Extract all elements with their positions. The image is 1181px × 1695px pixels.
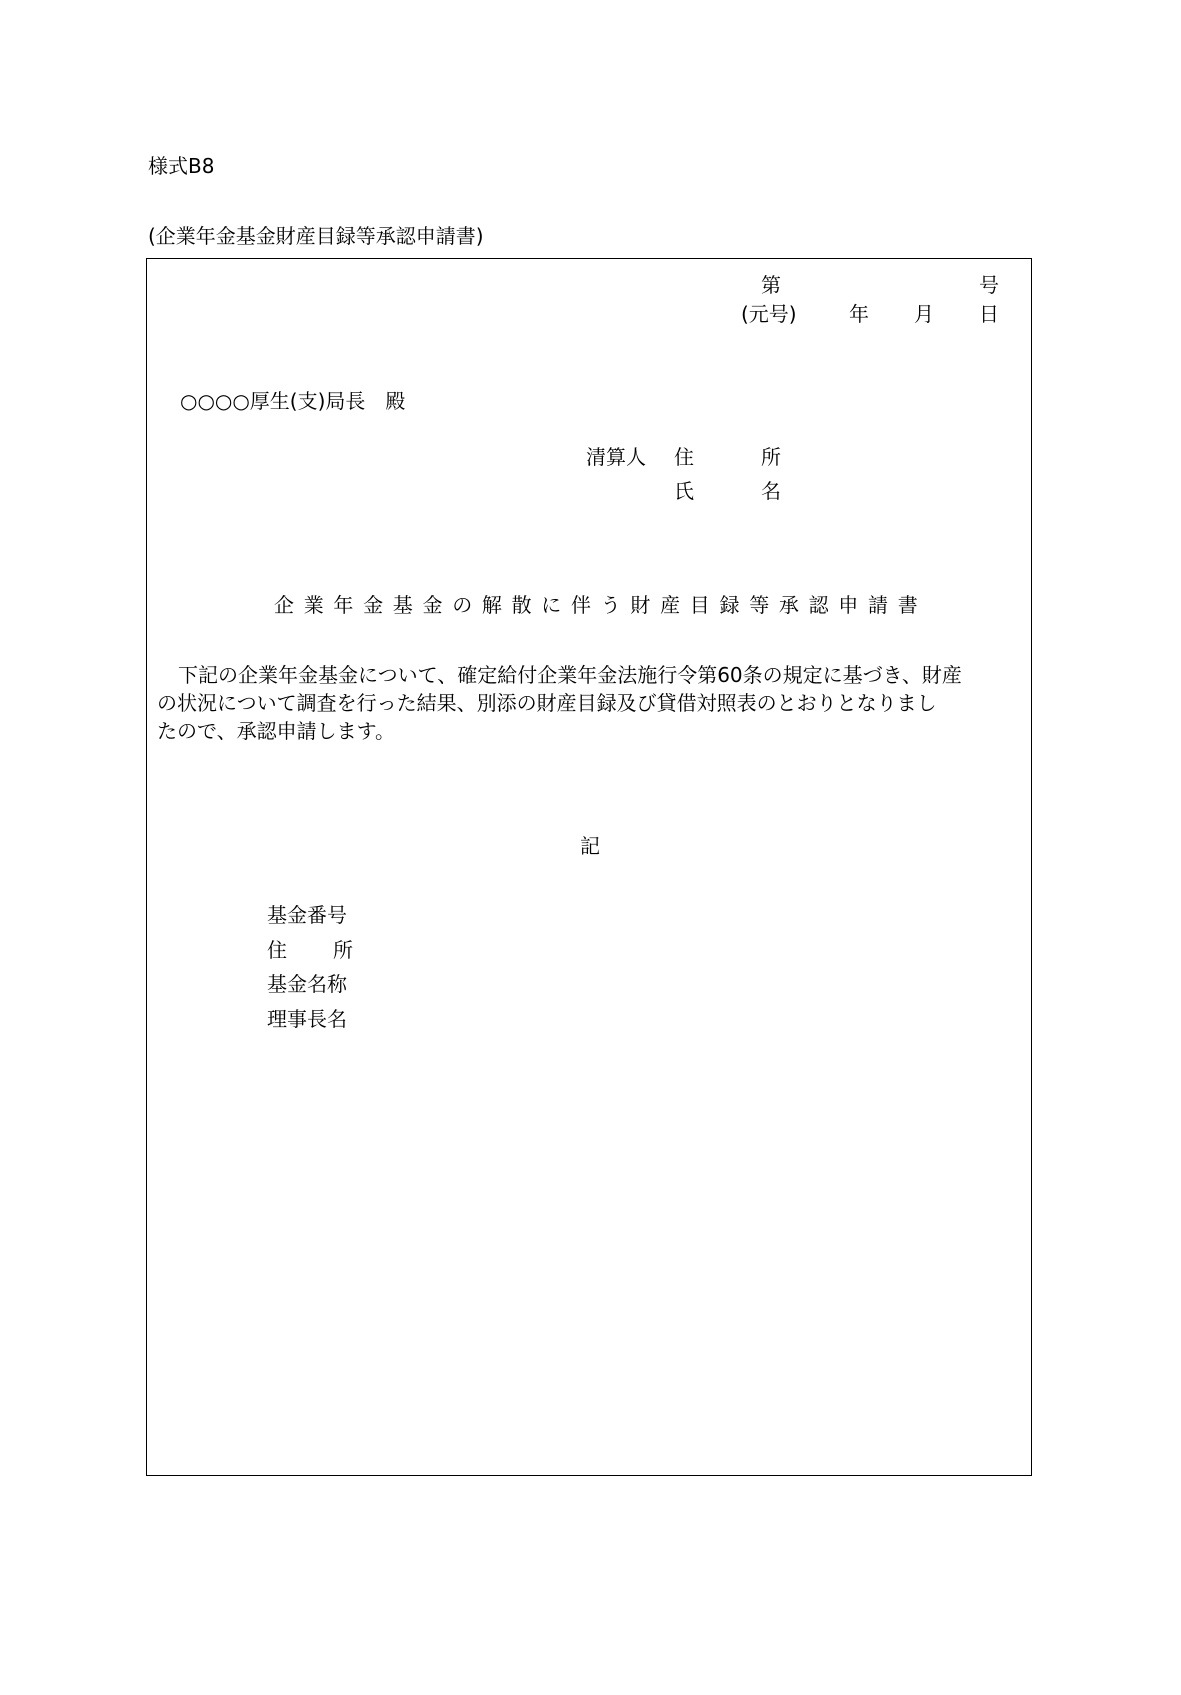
body-line-2: の状況について調査を行った結果、別添の財産目録及び貸借対照表のとおりとなりまし: [157, 691, 937, 715]
field-fund-number: 基金番号: [267, 903, 347, 927]
date-month: 月: [914, 302, 934, 326]
doc-number-prefix: 第: [761, 273, 781, 297]
document-title: 企業年金基金の解散に伴う財産目録等承認申請書: [274, 593, 928, 617]
body-line-1: 下記の企業年金基金について、確定給付企業年金法施行令第60条の規定に基づき、財産: [178, 663, 962, 687]
field-address-1: 住: [267, 938, 287, 962]
doc-number-suffix: 号: [979, 273, 999, 297]
addressee: ○○○○厚生(支)局長 殿: [180, 389, 406, 413]
field-fund-name: 基金名称: [267, 972, 347, 996]
date-era: (元号): [741, 302, 797, 326]
body-line-3: たので、承認申請します。: [157, 719, 395, 743]
applicant-name-label-1: 氏: [674, 479, 694, 503]
date-year: 年: [849, 302, 869, 326]
form-caption: (企業年金基金財産目録等承認申請書): [148, 224, 484, 248]
applicant-address-label-2: 所: [761, 445, 781, 469]
applicant-address-label-1: 住: [674, 445, 694, 469]
date-day: 日: [979, 302, 999, 326]
form-frame: [146, 258, 1032, 1476]
field-address-2: 所: [333, 938, 353, 962]
form-number: 様式B8: [148, 154, 215, 178]
field-chairman-name: 理事長名: [267, 1007, 347, 1031]
record-heading: 記: [580, 834, 600, 858]
applicant-role: 清算人: [586, 445, 646, 469]
applicant-name-label-2: 名: [761, 479, 781, 503]
